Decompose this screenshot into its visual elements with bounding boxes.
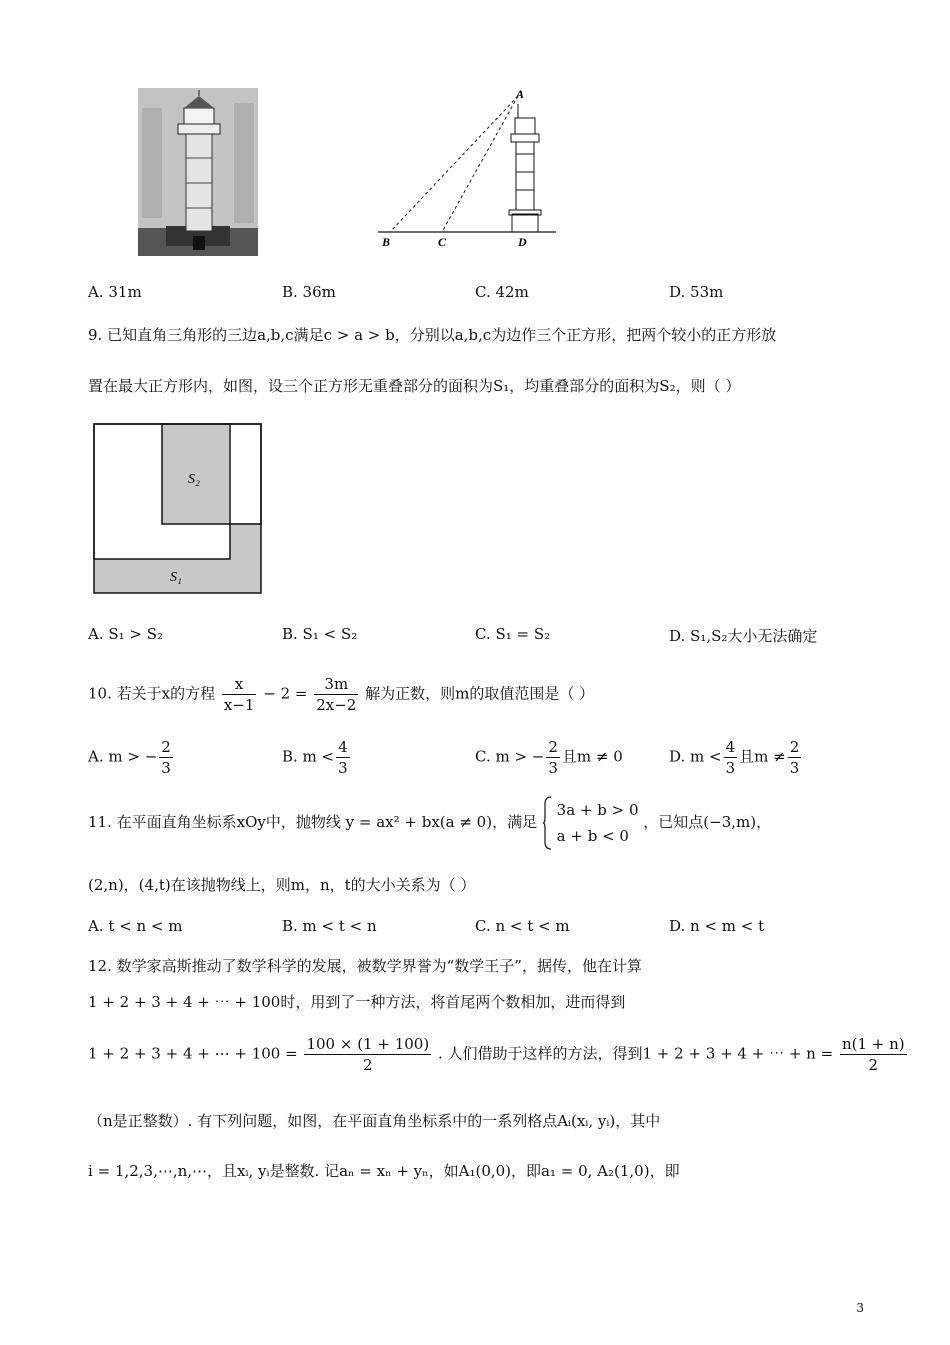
- label-s1: S₁: [170, 570, 182, 585]
- q8-option-d: D. 53m: [669, 283, 724, 301]
- q12-text-line4: （n是正整数）. 有下列问题，如图，在平面直角坐标系中的一系列格点Aᵢ(xᵢ, yᵢ)，其中: [88, 1112, 661, 1130]
- label-a: A: [516, 87, 525, 101]
- lighthouse-diagram: [372, 84, 562, 254]
- q9-option-c: C. S₁ = S₂: [475, 625, 551, 643]
- q10-option-b: B. m < $\frac{4}{3}$: [282, 738, 348, 777]
- q9-option-b: B. S₁ < S₂: [282, 625, 358, 643]
- q11-text-line2: (2,n)，(4,t)在该抛物线上，则m，n，t的大小关系为（ ）: [88, 876, 476, 894]
- label-c: C: [438, 235, 447, 249]
- q9-option-d: D. S₁,S₂大小无法确定: [669, 627, 818, 645]
- q12-text-line2: 1 + 2 + 3 + 4 + ⋯ + 100时，用到了一种方法，将首尾两个数相加，进而得到: [88, 993, 626, 1011]
- label-b: B: [382, 235, 391, 249]
- label-s2: S₂: [188, 472, 200, 487]
- squares-figure: [93, 423, 263, 595]
- q9-text-line1: 9. 已知直角三角形的三边a,b,c满足c > a > b，分别以a,b,c为边作三个正方形，把两个较小的正方形放: [88, 326, 777, 344]
- q12-text-line3: 1 + 2 + 3 + 4 + ⋯ + 100 = $\frac{100 \times (1 + 100)}{2}$ . 人们借助于这样的方法，得到1 + 2 + 3 + 4 + ⋯ + n = $\frac{n(1 + n)}{2}$: [88, 1035, 905, 1074]
- q10-mid: − 2 =: [263, 684, 308, 703]
- q10-prefix: 10. 若关于x的方程: [88, 684, 216, 703]
- q11-option-a: A. t < n < m: [88, 917, 183, 935]
- q10-option-d: D. m < $\frac{4}{3}$ 且m ≠ $\frac{2}{3}$: [669, 738, 800, 777]
- q10-frac1: $\frac{x}{x-1}$: [223, 675, 255, 714]
- q8-option-a: A. 31m: [88, 283, 142, 301]
- q10-frac2: $\frac{3m}{2x-2}$: [316, 675, 357, 714]
- q10-option-a: A. m > − $\frac{2}{3}$: [88, 738, 171, 777]
- q9-text-line2: 置在最大正方形内，如图，设三个正方形无重叠部分的面积为S₁，均重叠部分的面积为S₂，则（ ）: [88, 377, 741, 395]
- q8-option-c: C. 42m: [475, 283, 529, 301]
- q11-option-d: D. n < m < t: [669, 917, 765, 935]
- q10-text: [88, 674, 594, 715]
- page-number: 3: [856, 1301, 864, 1315]
- q12-text-line1: 12. 数学家高斯推动了数学科学的发展，被数学界誉为“数学王子”，据传，他在计算: [88, 957, 642, 975]
- q11-option-b: B. m < t < n: [282, 917, 377, 935]
- q11-conditions: 3a + b > 0 a + b < 0: [556, 801, 639, 845]
- q11-text-line1: [88, 796, 771, 850]
- lighthouse-photo: [138, 88, 258, 256]
- label-d: D: [518, 235, 527, 249]
- q11-suffix: ，已知点(−3,m)，: [643, 813, 772, 831]
- q11-prefix: 11. 在平面直角坐标系xOy中，抛物线 y = ax² + bx(a ≠ 0)，满足: [88, 813, 538, 831]
- q10-option-c: C. m > − $\frac{2}{3}$ 且m ≠ 0: [475, 738, 623, 777]
- q12-text-line5: i = 1,2,3,⋯,n,⋯，且xᵢ, yᵢ是整数. 记aₙ = xₙ + yₙ，如A₁(0,0)，即a₁ = 0, A₂(1,0)，即: [88, 1162, 680, 1180]
- q11-option-c: C. n < t < m: [475, 917, 570, 935]
- q8-option-b: B. 36m: [282, 283, 336, 301]
- q10-suffix: 解为正数，则m的取值范围是（ ）: [365, 684, 595, 703]
- q9-option-a: A. S₁ > S₂: [88, 625, 164, 643]
- brace-icon: [542, 796, 552, 850]
